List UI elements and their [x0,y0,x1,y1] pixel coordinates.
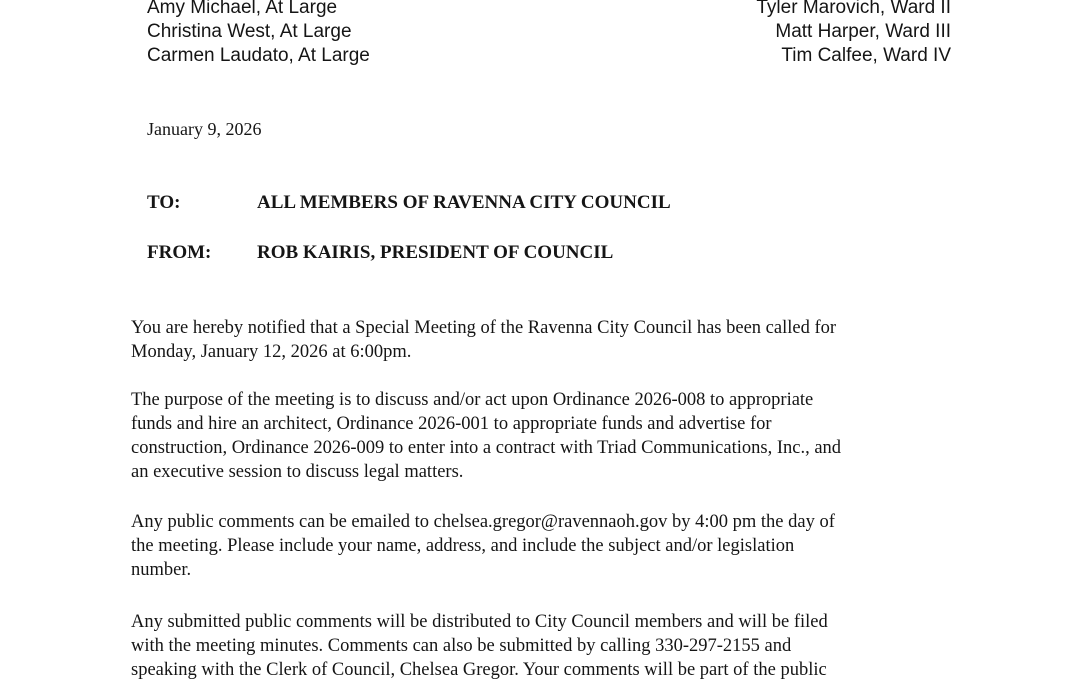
to-label: TO: [147,192,181,213]
text-line: speaking with the Clerk of Council, Chelsea Gregor. Your comments will be part of the public [131,660,827,680]
text-line: Monday, January 12, 2026 at 6:00pm. [131,342,412,362]
to-recipient: ALL MEMBERS OF RAVENNA CITY COUNCIL [257,192,671,213]
council-members-left [147,0,370,68]
member-name: Carmen Laudato, At Large [147,45,370,66]
text-line: construction, Ordinance 2026-009 to enter into a contract with Triad Communications, Inc., and [131,438,842,458]
text-line: Any public comments can be emailed to chelsea.gregor@ravennaoh.gov by 4:00 pm the day of [131,512,835,532]
member-name: Christina West, At Large [147,21,352,42]
purpose-paragraph [131,388,841,484]
member-name: Matt Harper, Ward III [775,21,951,42]
text-line: Any submitted public comments will be distributed to City Council members and will be filed [131,612,828,632]
text-line: You are hereby notified that a Special Meeting of the Ravenna City Council has been called for [131,318,837,338]
meeting-notice-paragraph [131,316,836,364]
letter-date: January 9, 2026 [147,119,262,139]
text-line: number. [131,560,192,580]
text-line: with the meeting minutes. Comments can also be submitted by calling 330-297-2155 and [131,636,792,656]
text-line: The purpose of the meeting is to discuss and/or act upon Ordinance 2026-008 to appropriate [131,390,814,410]
text-line: funds and hire an architect, Ordinance 2026-001 to appropriate funds and advertise for [131,414,772,434]
from-sender: ROB KAIRIS, PRESIDENT OF COUNCIL [257,242,614,263]
text-line: the meeting. Please include your name, address, and include the subject and/or legislation [131,536,795,556]
submitted-comments-paragraph [131,610,828,682]
member-name: Tim Calfee, Ward IV [781,45,951,66]
from-label: FROM: [147,242,212,263]
member-name: Amy Michael, At Large [147,0,338,18]
council-members-right [756,0,951,68]
public-comments-paragraph [131,510,835,582]
member-name: Tyler Marovich, Ward II [756,0,951,18]
text-line: an executive session to discuss legal matters. [131,462,464,482]
